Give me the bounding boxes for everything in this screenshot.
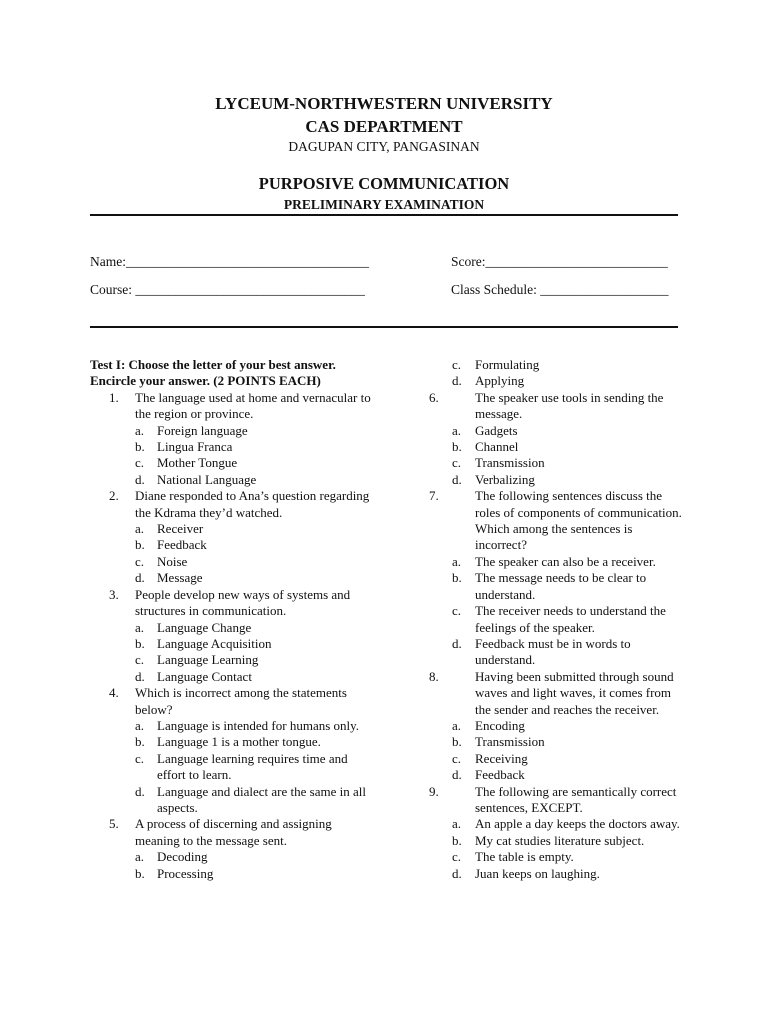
- answer-option[interactable]: [90, 652, 375, 668]
- option-letter: a.: [135, 849, 145, 865]
- option-letter: d.: [452, 767, 462, 783]
- option-text: Language Learning: [157, 652, 259, 668]
- option-letter: b.: [135, 635, 145, 651]
- option-letter: d.: [452, 373, 462, 389]
- option-letter: d.: [135, 570, 145, 586]
- name-field[interactable]: Name:____________________________________: [90, 254, 369, 269]
- option-letter: a.: [452, 717, 462, 733]
- answer-option[interactable]: [452, 554, 687, 570]
- answer-option[interactable]: [452, 849, 687, 865]
- option-text: Channel: [475, 439, 519, 455]
- answer-option[interactable]: [452, 734, 687, 750]
- answer-option[interactable]: [452, 439, 687, 455]
- option-text: Gadgets: [475, 422, 518, 438]
- option-text: Receiver: [157, 521, 204, 537]
- questions-column-left: [90, 357, 375, 882]
- option-text: Juan keeps on laughing.: [475, 865, 600, 881]
- question-number: 2.: [109, 488, 119, 504]
- answer-option[interactable]: [90, 570, 375, 586]
- option-text: Language 1 is a mother tongue.: [157, 734, 321, 750]
- option-letter: c.: [452, 849, 462, 865]
- option-text: My cat studies literature subject.: [475, 832, 645, 848]
- course-field[interactable]: Course: __________________________________: [90, 282, 365, 297]
- question-number: 6.: [429, 389, 439, 405]
- option-text: Mother Tongue: [157, 455, 238, 471]
- answer-option[interactable]: [452, 718, 687, 734]
- option-letter: c.: [452, 603, 462, 619]
- option-letter: b.: [135, 537, 145, 553]
- option-letter: a.: [452, 816, 462, 832]
- option-letter: b.: [135, 734, 145, 750]
- location: DAGUPAN CITY, PANGASINAN: [288, 139, 480, 154]
- option-text: Language learning requires time and effort to learn.: [157, 750, 348, 783]
- option-letter: a.: [452, 422, 462, 438]
- option-text: Processing: [157, 865, 214, 881]
- question-number: 7.: [429, 488, 439, 504]
- score-field[interactable]: Score:___________________________: [451, 254, 668, 269]
- option-text: Transmission: [475, 455, 545, 471]
- header-rule: [90, 214, 678, 216]
- answer-option[interactable]: [90, 751, 375, 784]
- course-title: PURPOSIVE COMMUNICATION: [258, 174, 510, 193]
- option-letter: a.: [135, 521, 145, 537]
- option-letter: d.: [452, 865, 462, 881]
- option-text: Foreign language: [157, 422, 248, 438]
- option-text: Feedback: [157, 537, 207, 553]
- answer-option[interactable]: [452, 767, 687, 783]
- question-item: [90, 587, 375, 620]
- option-letter: b.: [135, 865, 145, 881]
- option-text: The speaker can also be a receiver.: [475, 553, 656, 569]
- answer-option[interactable]: [452, 570, 687, 603]
- option-letter: c.: [135, 553, 145, 569]
- question-text: The speaker use tools in sending the message.: [475, 389, 664, 422]
- option-letter: b.: [452, 832, 462, 848]
- question-text: Which is incorrect among the statements below?: [135, 685, 347, 717]
- option-text: Lingua Franca: [157, 439, 233, 455]
- option-text: Feedback must be in words to understand.: [475, 635, 631, 668]
- answer-option[interactable]: [90, 866, 375, 882]
- answer-option[interactable]: [452, 357, 687, 373]
- question-number: 4.: [109, 685, 119, 701]
- answer-option[interactable]: [90, 620, 375, 636]
- option-letter: b.: [452, 439, 462, 455]
- answer-option[interactable]: [90, 554, 375, 570]
- option-letter: c.: [452, 750, 462, 766]
- answer-option[interactable]: [90, 423, 375, 439]
- option-text: Language and dialect are the same in all aspects.: [157, 783, 366, 815]
- option-letter: d.: [135, 783, 145, 799]
- question-text: Diane responded to Ana’s question regarding the Kdrama they’d watched.: [135, 488, 370, 520]
- answer-option[interactable]: [452, 751, 687, 767]
- question-text: A process of discerning and assigning meaning to the message sent.: [135, 816, 332, 848]
- option-text: The receiver needs to understand the feelings of the speaker.: [475, 603, 666, 635]
- answer-option[interactable]: [90, 521, 375, 537]
- question-item: [429, 783, 687, 817]
- question-number: 1.: [109, 389, 119, 405]
- option-letter: b.: [135, 439, 145, 455]
- option-text: Message: [157, 570, 203, 586]
- exam-title: PRELIMINARY EXAMINATION: [283, 197, 485, 212]
- answer-option[interactable]: [90, 734, 375, 750]
- answer-option[interactable]: [90, 784, 375, 817]
- option-text: Language Change: [157, 619, 252, 635]
- answer-option[interactable]: [90, 455, 375, 471]
- answer-option[interactable]: [452, 455, 687, 471]
- department-name: CAS DEPARTMENT: [305, 117, 463, 136]
- answer-option[interactable]: [90, 636, 375, 652]
- option-text: The message needs to be clear to understand.: [475, 570, 647, 602]
- answer-option[interactable]: [90, 472, 375, 488]
- university-name: LYCEUM-NORTHWESTERN UNIVERSITY: [215, 94, 553, 113]
- option-text: Encoding: [475, 717, 525, 733]
- option-letter: c.: [135, 455, 145, 471]
- answer-option[interactable]: [90, 537, 375, 553]
- option-text: Noise: [157, 553, 188, 569]
- option-text: Language Acquisition: [157, 635, 272, 651]
- option-text: An apple a day keeps the doctors away.: [475, 816, 680, 832]
- question-item: [429, 488, 687, 554]
- question-number: 3.: [109, 586, 119, 602]
- option-letter: c.: [452, 357, 462, 372]
- option-text: Receiving: [475, 750, 528, 766]
- question-item: [90, 390, 375, 423]
- answer-option[interactable]: [90, 669, 375, 685]
- option-letter: d.: [452, 635, 462, 651]
- answer-option[interactable]: [452, 472, 687, 488]
- fields-rule: [90, 326, 678, 328]
- questions-column-right: [429, 357, 687, 882]
- question-text: Having been submitted through sound waves and light waves, it comes from the sender and reaches the receiver.: [475, 668, 674, 717]
- option-letter: c.: [135, 652, 145, 668]
- question-text: The following sentences discuss the roles of components of communication. Which among the sentences is incorrect?: [475, 488, 682, 553]
- question-text: The language used at home and vernacular to the region or province.: [135, 389, 371, 422]
- option-letter: d.: [135, 668, 145, 684]
- answer-option[interactable]: [90, 718, 375, 734]
- answer-option[interactable]: [452, 866, 687, 882]
- question-item: [429, 389, 687, 423]
- option-letter: d.: [135, 471, 145, 487]
- option-letter: c.: [135, 750, 145, 766]
- answer-option[interactable]: [452, 373, 687, 389]
- option-letter: a.: [452, 553, 462, 569]
- answer-option[interactable]: [452, 423, 687, 439]
- question-number: 5.: [109, 816, 119, 832]
- option-text: Formulating: [475, 357, 540, 372]
- class-schedule-field[interactable]: Class Schedule: ___________________: [451, 282, 669, 297]
- question-number: 9.: [429, 783, 439, 799]
- option-letter: a.: [135, 717, 145, 733]
- question-number: 8.: [429, 668, 439, 684]
- answer-option[interactable]: [452, 636, 687, 669]
- test-instruction-points: Encircle your answer. (2 POINTS EACH): [90, 373, 321, 389]
- answer-option[interactable]: [90, 439, 375, 455]
- answer-option[interactable]: [452, 833, 687, 849]
- option-text: The table is empty.: [475, 849, 574, 865]
- option-letter: a.: [135, 619, 145, 635]
- option-text: Applying: [475, 373, 525, 389]
- option-letter: b.: [452, 734, 462, 750]
- option-letter: c.: [452, 455, 462, 471]
- test-instruction: Test I: Choose the letter of your best answer.: [90, 357, 336, 372]
- option-text: Feedback: [475, 767, 525, 783]
- option-text: Language Contact: [157, 668, 252, 684]
- answer-option[interactable]: [90, 849, 375, 865]
- question-text: The following are semantically correct sentences, EXCEPT.: [475, 783, 677, 815]
- question-text: People develop new ways of systems and structures in communication.: [135, 586, 351, 619]
- question-item: [90, 685, 375, 718]
- question-item: [429, 668, 687, 718]
- option-letter: a.: [135, 422, 145, 438]
- answer-option[interactable]: [452, 603, 687, 636]
- option-letter: d.: [452, 471, 462, 487]
- option-text: National Language: [157, 471, 257, 487]
- option-text: Transmission: [475, 734, 545, 750]
- option-text: Verbalizing: [475, 471, 535, 487]
- option-text: Decoding: [157, 849, 208, 865]
- answer-option[interactable]: [452, 816, 687, 832]
- option-letter: b.: [452, 570, 462, 586]
- question-item: [90, 816, 375, 849]
- option-text: Language is intended for humans only.: [157, 717, 360, 733]
- question-item: [90, 488, 375, 521]
